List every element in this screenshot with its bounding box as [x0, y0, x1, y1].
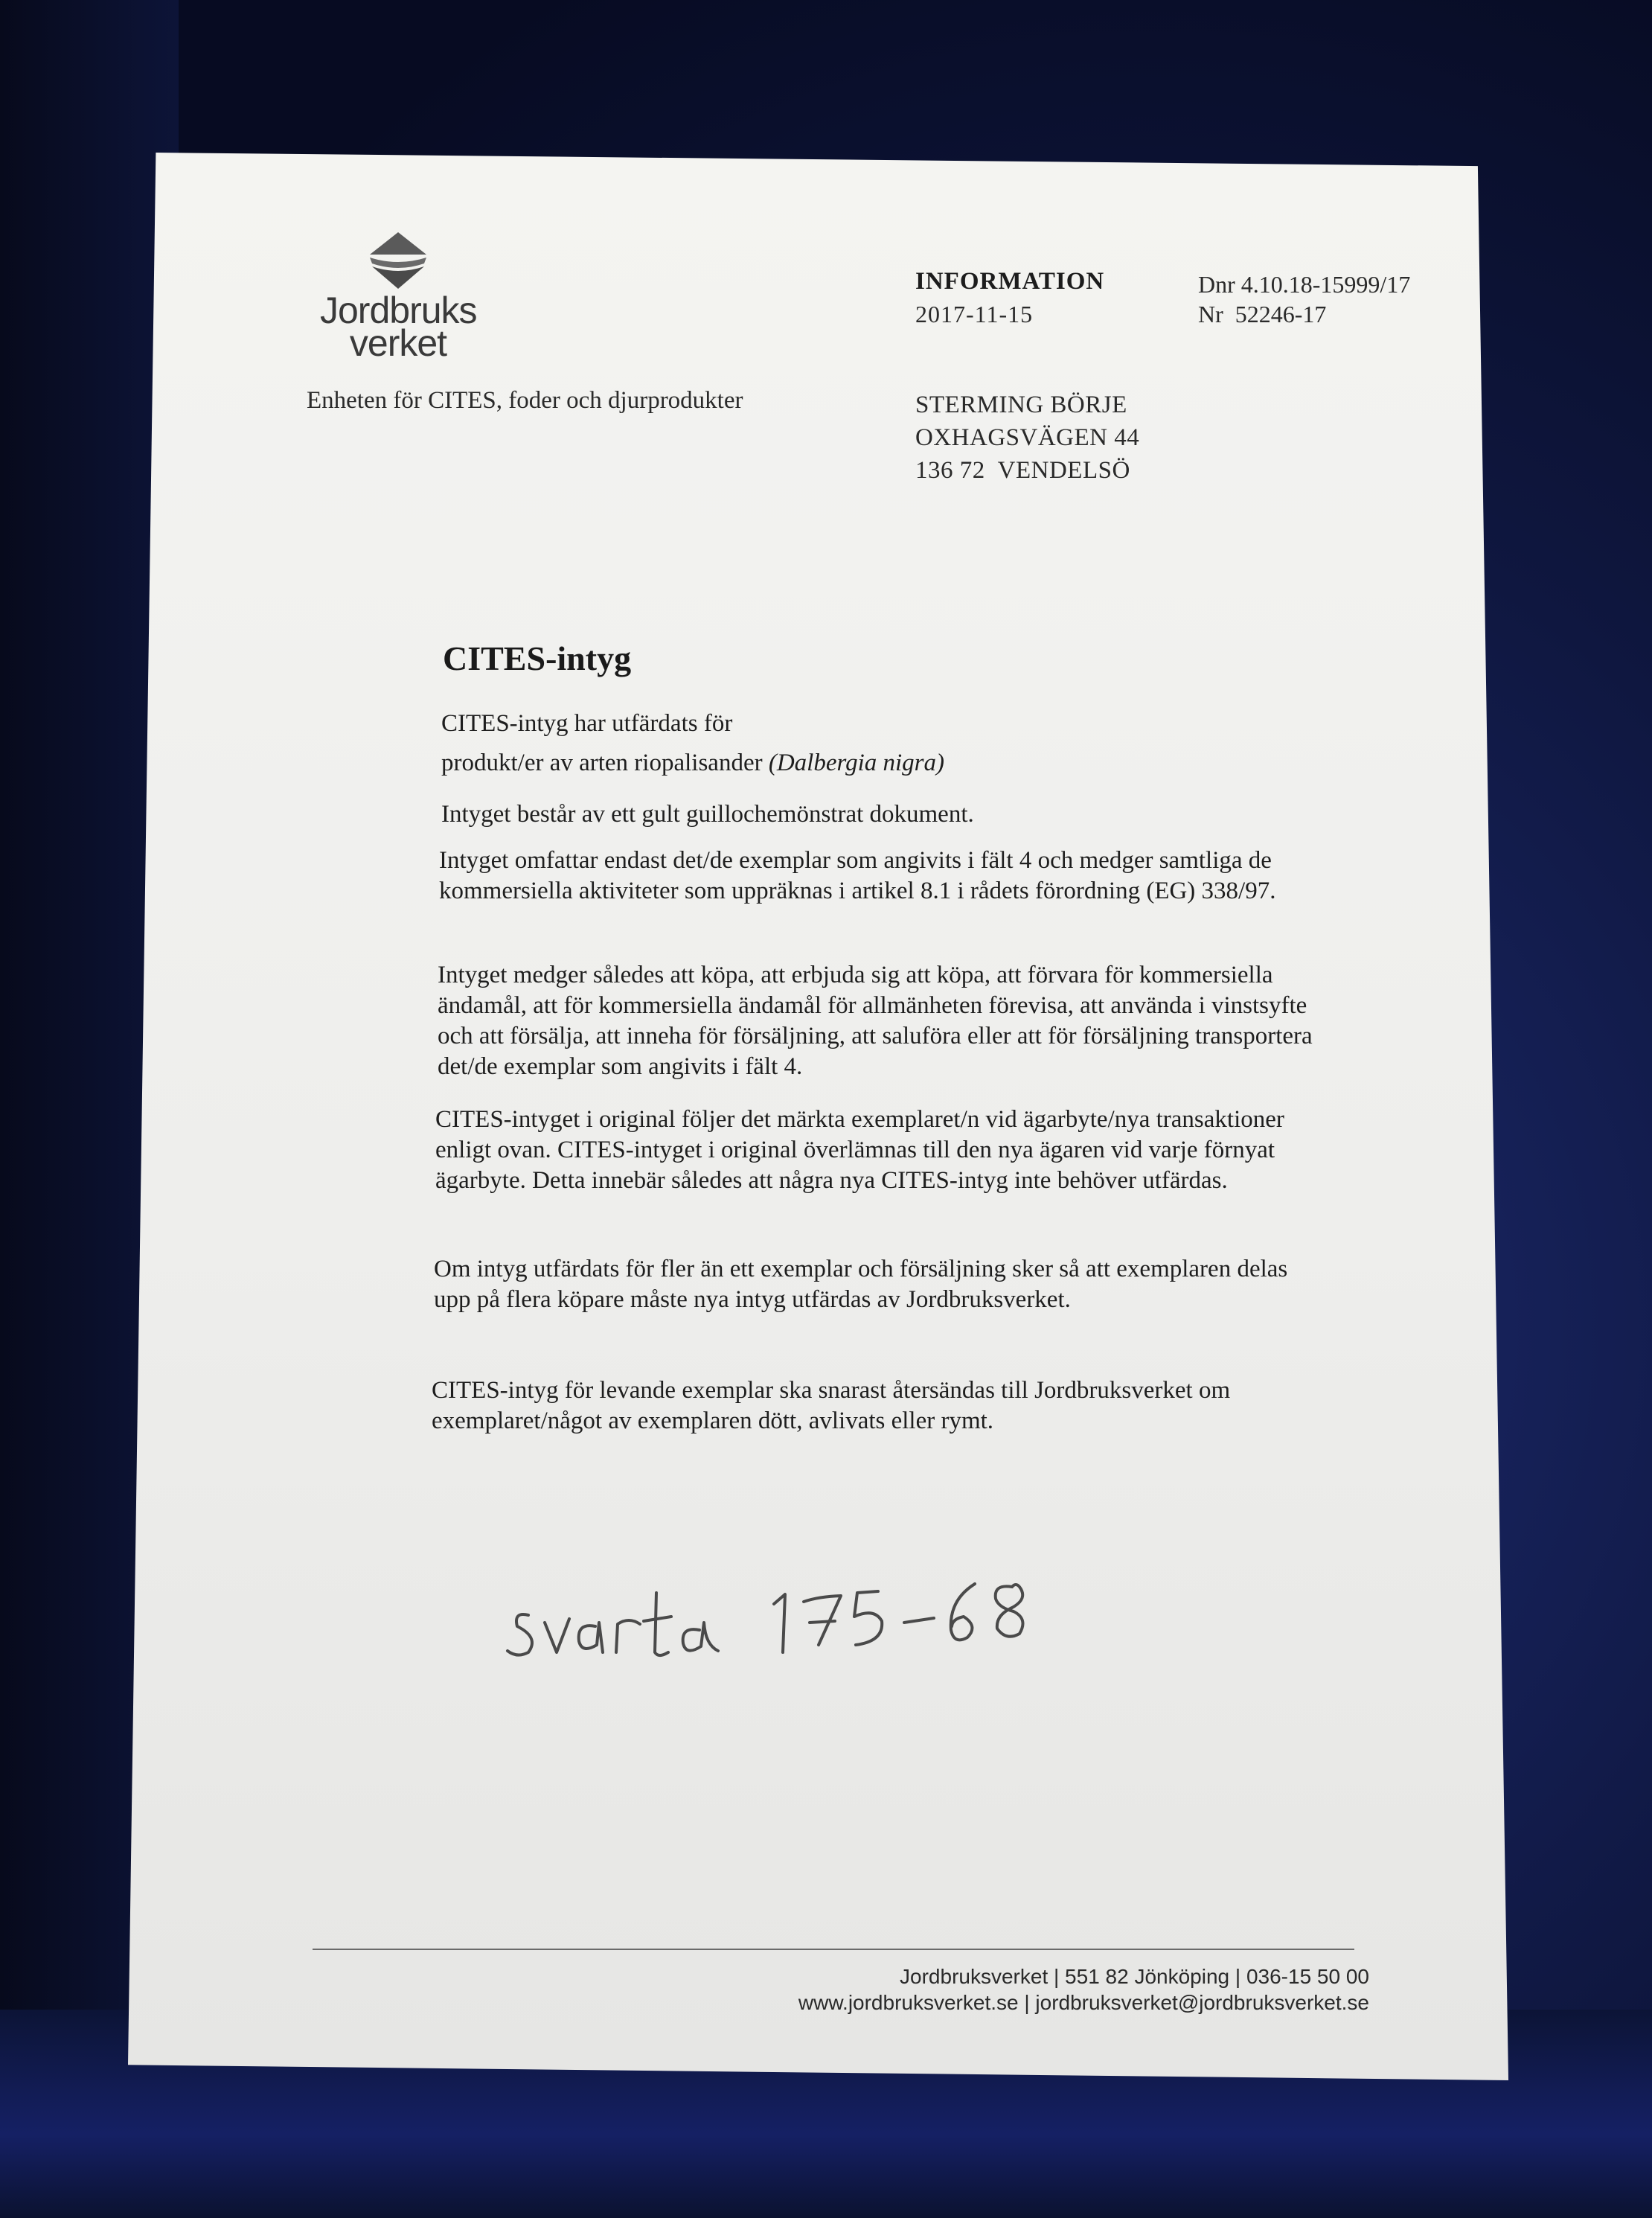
nr-number: Nr 52246-17	[1198, 301, 1327, 327]
paragraph-1-line-2	[441, 748, 1327, 779]
jordbruksverket-logo	[320, 231, 477, 364]
recipient-name: STERMING BÖRJE	[915, 391, 1127, 418]
paragraph-4: Intyget medger således att köpa, att erbjuda sig att köpa, att förvara för kommersiella ändamål, att för kommersiella ändamål för allmänheten förevisa, att använda i vinstsyfte och att försälja, att inneha för försäljning, att saluföra eller att för försäljning transportera det/de exemplar som angivits i fält 4.	[438, 962, 1313, 1080]
footer-divider	[313, 1949, 1354, 1950]
logo-line-2: verket	[349, 322, 447, 364]
species-common-name: produkt/er av arten riopalisander	[441, 750, 763, 776]
dnr-number: Dnr 4.10.18-15999/17	[1198, 271, 1411, 298]
recipient-city: 136 72 VENDELSÖ	[915, 457, 1130, 484]
recipient-street: OXHAGSVÄGEN 44	[915, 424, 1140, 451]
paragraph-5: CITES-intyget i original följer det märkta exemplaret/n vid ägarbyte/nya transaktioner enligt ovan. CITES-intyget i original överlämnas till den nya ägaren vid varje förnyat ägarbyte. Detta innebär således att några nya CITES-intyg inte behöver utfärdas.	[435, 1106, 1284, 1194]
paragraph-3: Intyget omfattar endast det/de exemplar som angivits i fält 4 och medger samtliga de kommersiella aktiviteter som uppräknas i artikel 8.1 i rådets förordning (EG) 338/97.	[439, 847, 1276, 904]
paragraph-6: Om intyg utfärdats för fler än ett exemplar och försäljning sker så att exemplaren delas upp på flera köpare måste nya intyg utfärdas av Jordbruksverket.	[434, 1256, 1288, 1313]
recipient-address	[915, 389, 1139, 487]
issuing-unit: Enheten för CITES, foder och djurprodukter	[307, 387, 743, 414]
handwriting-drawing	[499, 1533, 1064, 1682]
footer-contact: Jordbruksverket | 551 82 Jönköping | 036-15 50 00	[900, 1965, 1369, 1988]
paragraph-7: CITES-intyg för levande exemplar ska snarast återsändas till Jordbruksverket om exemplaret/något av exemplaren dött, avlivats eller rymt.	[432, 1377, 1231, 1434]
document-date: 2017-11-15	[915, 301, 1034, 327]
species-latin-name: (Dalbergia nigra)	[768, 750, 945, 776]
handwritten-note	[499, 1533, 1064, 1682]
logo-wordmark	[320, 290, 477, 364]
paragraph-2: Intyget består av ett gult guillochemönstrat dokument.	[441, 801, 974, 828]
footer-web-email: www.jordbruksverket.se | jordbruksverket@jordbruksverket.se	[798, 1991, 1369, 2014]
logo-line-1: Jordbruks	[320, 290, 477, 331]
logo-emblem-icon	[320, 231, 476, 290]
document-type: INFORMATION	[915, 268, 1105, 295]
paragraph-1-line-1: CITES-intyg har utfärdats för	[441, 710, 733, 737]
document-title: CITES-intyg	[443, 639, 632, 677]
